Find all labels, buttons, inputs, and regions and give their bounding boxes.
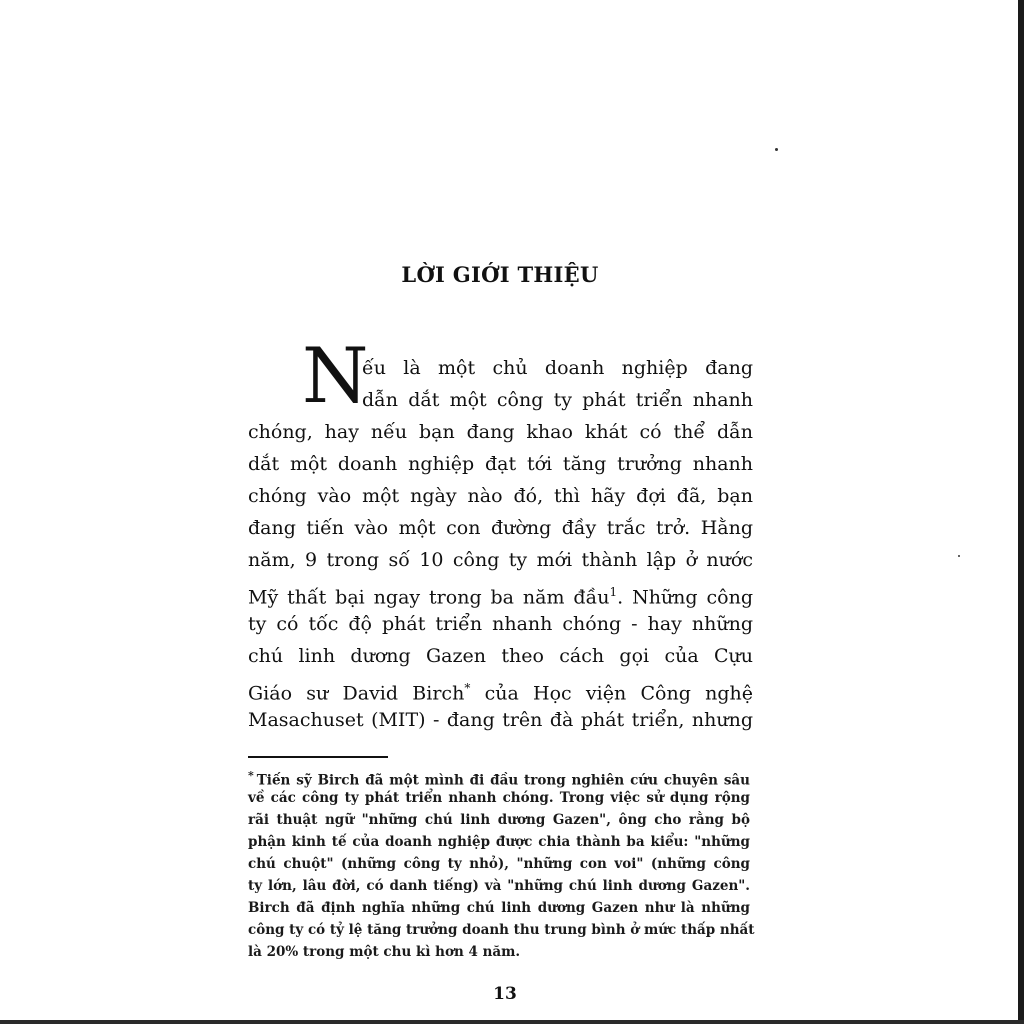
- body-line: đang tiến vào một con đường đầy trắc trở. Hằng: [248, 517, 753, 539]
- body-line-text: . Những công: [617, 586, 753, 609]
- body-line-text: Giáo sư David Birch: [248, 682, 465, 705]
- body-line: chóng, hay nếu bạn đang khao khát có thể dẫn: [248, 421, 753, 443]
- page-speck: [775, 148, 778, 151]
- footnote-line: công ty có tỷ lệ tăng trưởng doanh thu trung bình ở mức thấp nhất: [248, 922, 755, 938]
- footnote-line: chú chuột" (những công ty nhỏ), "những con voi" (những công: [248, 856, 750, 872]
- page-speck: [958, 555, 960, 557]
- body-line: dắt một doanh nghiệp đạt tới tăng trưởng nhanh: [248, 453, 753, 475]
- footnote-text: Tiến sỹ Birch đã một mình đi đầu trong nghiên cứu chuyên sâu: [256, 772, 750, 789]
- chapter-title: LỜI GIỚI THIỆU: [401, 262, 599, 287]
- footnote-line: rãi thuật ngữ "những chú linh dương Gazen", ông cho rằng bộ: [248, 812, 750, 828]
- footnote-line: ty lớn, lâu đời, có danh tiếng) và "những chú linh dương Gazen".: [248, 878, 750, 894]
- footnote-ref: *: [464, 681, 471, 695]
- body-line: Masachuset (MIT) - đang trên đà phát triển, nhưng: [248, 709, 753, 731]
- footnote-line: về các công ty phát triển nhanh chóng. Trong việc sử dụng rộng: [248, 790, 750, 806]
- body-line: chóng vào một ngày nào đó, thì hãy đợi đã, bạn: [248, 485, 753, 507]
- footnote-line: [248, 766, 750, 789]
- footnote-line: là 20% trong một chu kì hơn 4 năm.: [248, 944, 521, 960]
- body-line: ty có tốc độ phát triển nhanh chóng - hay những: [248, 613, 753, 635]
- footnote-divider: [248, 756, 388, 758]
- page-edge-shadow: [0, 1020, 1024, 1024]
- page-edge-shadow: [1018, 0, 1024, 1024]
- body-line: năm, 9 trong số 10 công ty mới thành lập ở nước: [248, 549, 753, 571]
- body-line: ếu là một chủ doanh nghiệp đang: [362, 357, 753, 379]
- body-line: [248, 580, 753, 609]
- drop-cap: N: [302, 331, 369, 420]
- body-line: [248, 676, 753, 705]
- body-line-text: Mỹ thất bại ngay trong ba năm đầu: [248, 586, 610, 609]
- page-number: 13: [493, 984, 517, 1004]
- body-line: chú linh dương Gazen theo cách gọi của Cựu: [248, 645, 753, 667]
- body-line-text: của Học viện Công nghệ: [470, 682, 753, 705]
- body-line: dẫn dắt một công ty phát triển nhanh: [362, 389, 753, 411]
- footnote-line: Birch đã định nghĩa những chú linh dương Gazen như là những: [248, 900, 750, 916]
- footnote-marker: *: [248, 769, 254, 782]
- endnote-ref: 1: [609, 585, 618, 599]
- footnote-line: phận kinh tế của doanh nghiệp được chia thành ba kiểu: "những: [248, 834, 750, 850]
